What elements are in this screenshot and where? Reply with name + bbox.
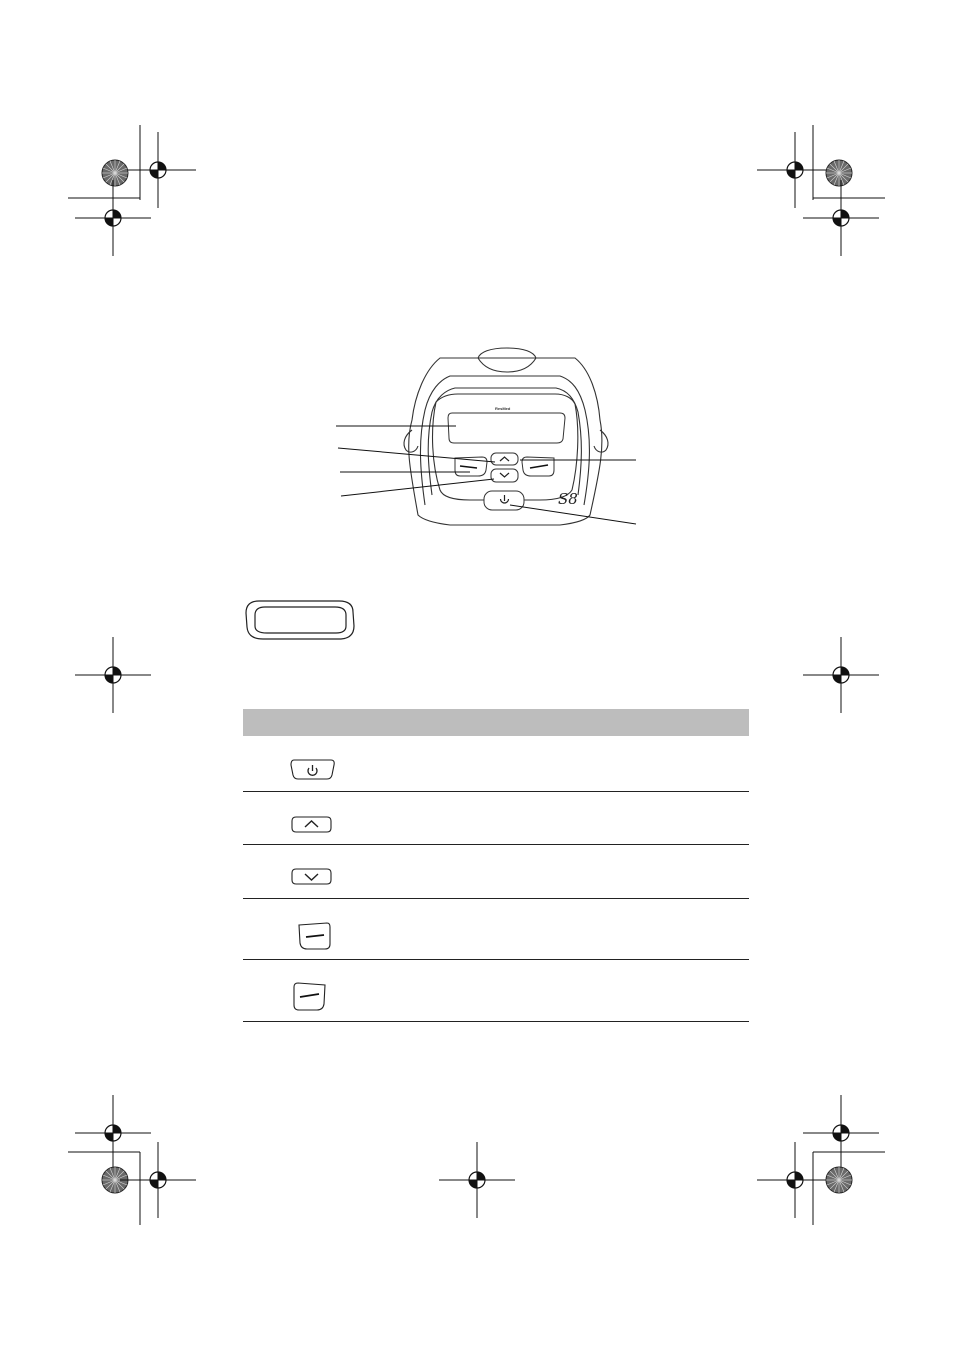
right-softkey-icon (293, 982, 329, 1014)
lcd-screen-icon (245, 600, 365, 650)
controls-table-header (243, 709, 749, 736)
table-row-divider (243, 844, 749, 845)
chevron-down-icon (291, 868, 335, 886)
table-row-divider (243, 959, 749, 960)
device-brand-label: ResMed (495, 406, 511, 411)
table-row-divider (243, 1021, 749, 1022)
device-model-label: S8 (558, 490, 578, 508)
table-row-divider (243, 791, 749, 792)
table-row-divider (243, 898, 749, 899)
left-softkey-icon (297, 922, 333, 952)
chevron-up-icon (291, 816, 335, 834)
power-icon (290, 759, 338, 781)
